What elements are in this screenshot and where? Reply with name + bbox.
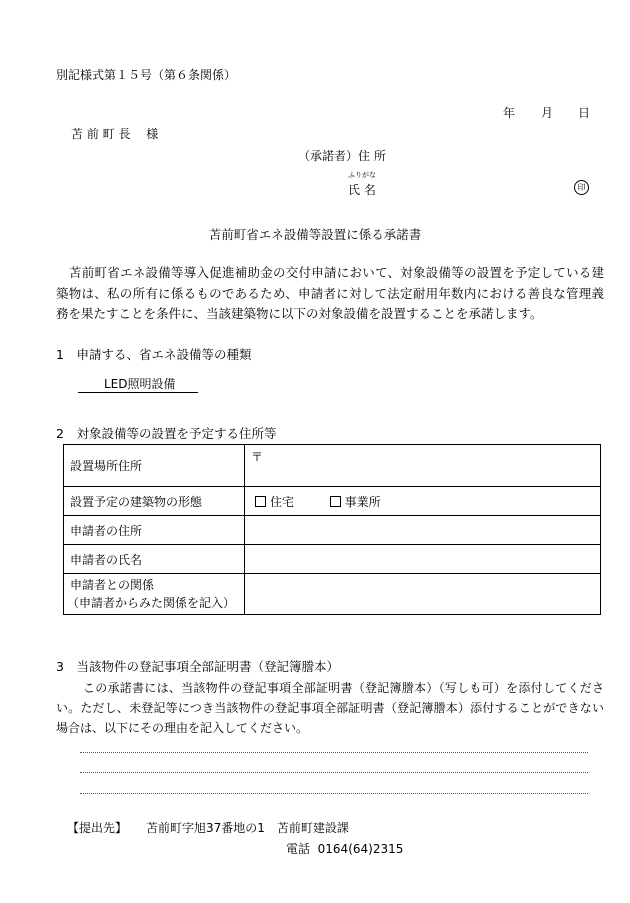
seal-mark: 印 [574,180,589,195]
consenter-block [298,147,386,164]
row-label-relationship [64,574,245,615]
consenter-address-label: 住 所 [358,149,386,163]
addressee: 苫 前 町 長 様 [71,127,159,141]
date-month: 月 [541,106,554,120]
date-year: 年 [503,106,516,120]
phone-label: 電話 [286,842,311,856]
submission-phone [286,840,403,857]
section1-heading: 1 申請する、省エネ設備等の種類 [56,347,252,362]
date-day: 日 [578,106,591,120]
consenter-name-label: 氏 名 [348,183,376,197]
applicant-name-field[interactable] [245,545,601,574]
row-label-applicant-address: 申請者の住所 [64,516,245,545]
section1-value [78,375,198,392]
consenter-role: （承諾者） [298,149,359,163]
address-table [63,444,601,615]
table-row [64,574,601,615]
furigana-label: ふりがな [348,171,376,179]
reason-line[interactable] [80,752,588,753]
postal-mark: 〒 [251,450,264,464]
consent-body: 苫前町省エネ設備等導入促進補助金の交付申請において、対象設備等の設置を予定している建築物は、私の所有に係るものであるため、申請者に対して法定耐用年数内における善良な管理義務を果たすことを条件に、当該建築物に以下の対象設備を設置することを承諾します。 [56,265,604,321]
reason-line[interactable] [80,793,588,794]
equipment-type: LED照明設備 [78,377,198,393]
row-label-site-address: 設置場所住所 [64,445,245,487]
building-type-field [245,487,601,516]
phone-number: 0164(64)2315 [317,842,404,856]
section2-heading: 2 対象設備等の設置を予定する住所等 [56,426,277,441]
option-residence: 住宅 [270,494,295,509]
table-row [64,545,601,574]
table-row [64,487,601,516]
checkbox-business[interactable] [330,496,341,507]
row-label-building-type: 設置予定の建築物の形態 [64,487,245,516]
reason-line[interactable] [80,772,588,773]
checkbox-residence[interactable] [255,496,266,507]
submission-address: 苫前町字旭37番地の1 苫前町建設課 [146,821,349,835]
relationship-label: 申請者との関係 [70,578,155,592]
document-title: 苫前町省エネ設備等設置に係る承諾書 [208,227,422,242]
site-address-field[interactable] [245,445,601,487]
relationship-note: （申請者からみた関係を記入） [67,596,236,610]
submission-label: 【提出先】 [67,821,128,835]
option-business: 事業所 [344,494,381,509]
applicant-address-field[interactable] [245,516,601,545]
form-number: 別記様式第１５号（第６条関係） [56,68,237,82]
section3-heading: 3 当該物件の登記事項全部証明書（登記簿謄本） [56,659,339,674]
table-row [64,445,601,487]
section3-body: この承諾書には、当該物件の登記事項全部証明書（登記簿謄本）（写しも可）を添付してください。ただし、未登記等につき当該物件の登記事項全部証明書（登記簿謄本）添付することができない場合は、以下にその理由を記入してください。 [56,681,604,735]
row-label-applicant-name: 申請者の氏名 [64,545,245,574]
table-row [64,516,601,545]
relationship-field[interactable] [245,574,601,615]
